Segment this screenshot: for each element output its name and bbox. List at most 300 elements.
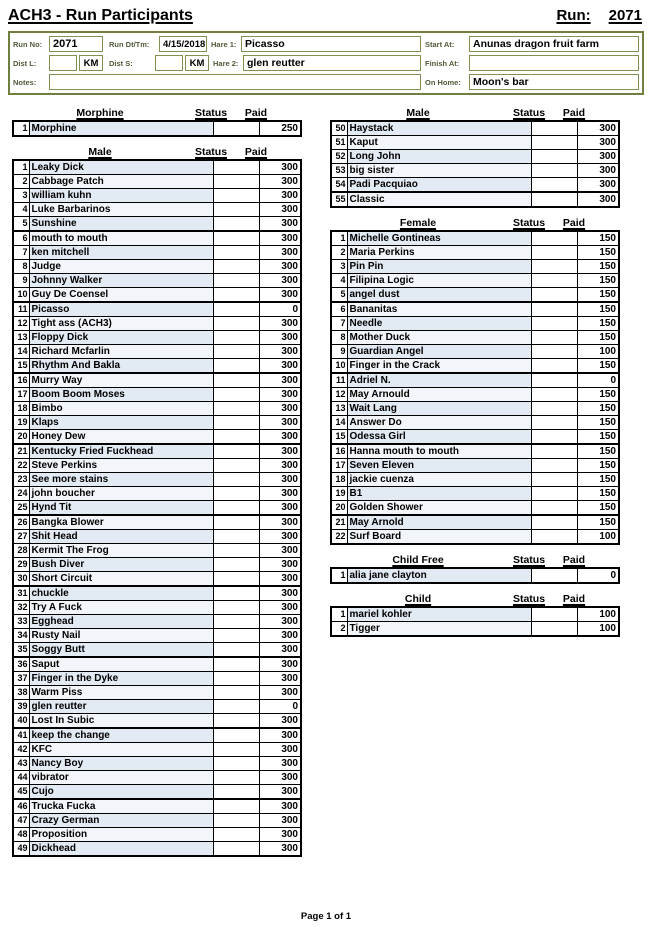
row-number: 1 bbox=[13, 160, 29, 175]
row-number: 17 bbox=[13, 388, 29, 402]
section-header bbox=[330, 589, 620, 605]
status-cell bbox=[213, 814, 259, 828]
participant-row bbox=[13, 714, 301, 729]
run-info-panel bbox=[8, 31, 644, 95]
participant-name: Dickhead bbox=[29, 842, 213, 857]
row-number: 54 bbox=[331, 178, 347, 193]
row-number: 8 bbox=[331, 331, 347, 345]
paid-cell: 100 bbox=[577, 530, 619, 545]
paid-cell: 300 bbox=[259, 842, 301, 857]
participant-row bbox=[13, 121, 301, 136]
participant-row bbox=[13, 345, 301, 359]
row-number: 40 bbox=[13, 714, 29, 729]
participant-row bbox=[13, 487, 301, 501]
participant-name: Egghead bbox=[29, 615, 213, 629]
paid-cell: 300 bbox=[259, 459, 301, 473]
paid-cell: 300 bbox=[259, 217, 301, 232]
participant-row bbox=[331, 359, 619, 374]
participant-row bbox=[13, 601, 301, 615]
row-number: 48 bbox=[13, 828, 29, 842]
participant-row bbox=[331, 416, 619, 430]
status-cell bbox=[213, 430, 259, 445]
status-cell bbox=[213, 274, 259, 288]
row-number: 6 bbox=[13, 231, 29, 246]
status-cell bbox=[531, 260, 577, 274]
status-column-header: Status bbox=[194, 107, 228, 119]
participant-name: Proposition bbox=[29, 828, 213, 842]
status-cell bbox=[531, 331, 577, 345]
participant-row bbox=[331, 246, 619, 260]
status-cell bbox=[213, 288, 259, 303]
participant-name: mouth to mouth bbox=[29, 231, 213, 246]
section-title: Male bbox=[406, 107, 430, 119]
status-cell bbox=[213, 331, 259, 345]
participant-row bbox=[13, 459, 301, 473]
row-number: 36 bbox=[13, 657, 29, 672]
row-number: 4 bbox=[331, 274, 347, 288]
participant-name: Hanna mouth to mouth bbox=[347, 444, 531, 459]
participant-row bbox=[13, 288, 301, 303]
status-cell bbox=[531, 430, 577, 445]
row-number: 22 bbox=[13, 459, 29, 473]
paid-cell: 300 bbox=[259, 260, 301, 274]
status-cell bbox=[531, 607, 577, 622]
participant-name: May Arnould bbox=[347, 388, 531, 402]
participant-name: Richard Mcfarlin bbox=[29, 345, 213, 359]
row-number: 21 bbox=[331, 515, 347, 530]
participant-row bbox=[331, 622, 619, 637]
paid-cell: 300 bbox=[259, 189, 301, 203]
participant-row bbox=[331, 402, 619, 416]
participant-row bbox=[13, 814, 301, 828]
run-label: Run: bbox=[556, 7, 591, 24]
row-number: 22 bbox=[331, 530, 347, 545]
paid-cell: 300 bbox=[259, 530, 301, 544]
run-number: 2071 bbox=[608, 7, 642, 24]
paid-cell: 300 bbox=[259, 430, 301, 445]
participant-row bbox=[13, 189, 301, 203]
status-cell bbox=[213, 402, 259, 416]
paid-cell: 300 bbox=[259, 345, 301, 359]
participant-row bbox=[331, 302, 619, 317]
participant-row bbox=[13, 743, 301, 757]
row-number: 8 bbox=[13, 260, 29, 274]
participant-name: Floppy Dick bbox=[29, 331, 213, 345]
participant-name: Guy De Coensel bbox=[29, 288, 213, 303]
participant-row bbox=[13, 402, 301, 416]
status-cell bbox=[531, 515, 577, 530]
row-number: 20 bbox=[13, 430, 29, 445]
participant-row bbox=[13, 544, 301, 558]
participant-name: Cujo bbox=[29, 785, 213, 800]
paid-cell: 300 bbox=[259, 814, 301, 828]
row-number: 12 bbox=[13, 317, 29, 331]
status-cell bbox=[213, 771, 259, 785]
participant-name: alia jane clayton bbox=[347, 568, 531, 583]
participant-name: Surf Board bbox=[347, 530, 531, 545]
status-cell bbox=[531, 136, 577, 150]
status-cell bbox=[213, 515, 259, 530]
participant-name: Saput bbox=[29, 657, 213, 672]
paid-cell: 150 bbox=[577, 246, 619, 260]
row-number: 2 bbox=[13, 175, 29, 189]
form-row-1 bbox=[13, 35, 639, 53]
form-row-3 bbox=[13, 73, 639, 91]
row-number: 29 bbox=[13, 558, 29, 572]
paid-cell: 150 bbox=[577, 459, 619, 473]
row-number: 34 bbox=[13, 629, 29, 643]
row-number: 1 bbox=[13, 121, 29, 136]
participant-name: KFC bbox=[29, 743, 213, 757]
section-morphine bbox=[12, 103, 302, 137]
row-number: 46 bbox=[13, 799, 29, 814]
status-cell bbox=[213, 444, 259, 459]
status-cell bbox=[531, 359, 577, 374]
paid-column-header: Paid bbox=[562, 554, 586, 566]
status-cell bbox=[213, 203, 259, 217]
participant-row bbox=[331, 136, 619, 150]
row-number: 4 bbox=[13, 203, 29, 217]
status-cell bbox=[213, 231, 259, 246]
participant-row bbox=[13, 444, 301, 459]
participant-name: Kermit The Frog bbox=[29, 544, 213, 558]
participant-name: B1 bbox=[347, 487, 531, 501]
participant-name: ken mitchell bbox=[29, 246, 213, 260]
run-dttm-label: Run Dt/Tm: bbox=[109, 39, 150, 49]
status-column-header: Status bbox=[512, 217, 546, 229]
participant-row bbox=[331, 501, 619, 516]
participant-row bbox=[13, 686, 301, 700]
paid-cell: 300 bbox=[259, 686, 301, 700]
section-title: Morphine bbox=[76, 107, 124, 119]
participant-name: Michelle Gontineas bbox=[347, 231, 531, 246]
status-column-header: Status bbox=[512, 107, 546, 119]
row-number: 12 bbox=[331, 388, 347, 402]
participant-name: Classic bbox=[347, 192, 531, 207]
status-cell bbox=[213, 459, 259, 473]
row-number: 20 bbox=[331, 501, 347, 516]
on-home-group bbox=[425, 74, 639, 90]
row-number: 3 bbox=[13, 189, 29, 203]
paid-cell: 300 bbox=[259, 757, 301, 771]
paid-cell: 300 bbox=[259, 359, 301, 374]
status-cell bbox=[213, 615, 259, 629]
participant-name: keep the change bbox=[29, 728, 213, 743]
section-child bbox=[330, 589, 620, 637]
paid-cell: 300 bbox=[259, 586, 301, 601]
participant-name: Klaps bbox=[29, 416, 213, 430]
participant-name: Nancy Boy bbox=[29, 757, 213, 771]
start-at-label: Start At: bbox=[425, 39, 455, 49]
paid-cell: 150 bbox=[577, 487, 619, 501]
participant-row bbox=[13, 558, 301, 572]
participant-name: Tigger bbox=[347, 622, 531, 637]
participant-name: Bangka Blower bbox=[29, 515, 213, 530]
row-number: 1 bbox=[331, 568, 347, 583]
paid-cell: 0 bbox=[259, 700, 301, 714]
row-number: 44 bbox=[13, 771, 29, 785]
notes-label: Notes: bbox=[13, 77, 37, 87]
paid-cell: 300 bbox=[577, 192, 619, 207]
left-column bbox=[12, 103, 302, 862]
row-number: 2 bbox=[331, 622, 347, 637]
paid-cell: 300 bbox=[259, 288, 301, 303]
status-cell bbox=[531, 317, 577, 331]
table-columns bbox=[0, 95, 652, 862]
section-title: Male bbox=[88, 146, 112, 158]
status-cell bbox=[213, 388, 259, 402]
status-cell bbox=[213, 175, 259, 189]
status-cell bbox=[531, 274, 577, 288]
participant-name: Kentucky Fried Fuckhead bbox=[29, 444, 213, 459]
paid-cell: 150 bbox=[577, 501, 619, 516]
paid-cell: 0 bbox=[577, 568, 619, 583]
on-home-value: Moon's bar bbox=[469, 74, 639, 90]
row-number: 7 bbox=[13, 246, 29, 260]
participant-name: Answer Do bbox=[347, 416, 531, 430]
participant-row bbox=[331, 568, 619, 583]
status-cell bbox=[531, 231, 577, 246]
participant-row bbox=[13, 643, 301, 658]
row-number: 41 bbox=[13, 728, 29, 743]
row-number: 14 bbox=[331, 416, 347, 430]
paid-cell: 300 bbox=[259, 473, 301, 487]
title-bar bbox=[0, 0, 652, 25]
status-cell bbox=[213, 757, 259, 771]
row-number: 19 bbox=[331, 487, 347, 501]
paid-cell: 300 bbox=[259, 501, 301, 516]
status-cell bbox=[531, 345, 577, 359]
paid-cell: 300 bbox=[577, 164, 619, 178]
row-number: 15 bbox=[13, 359, 29, 374]
participant-row bbox=[13, 629, 301, 643]
participant-row bbox=[13, 501, 301, 516]
section-female bbox=[330, 213, 620, 545]
run-dttm-value: 4/15/2018 bbox=[159, 36, 207, 52]
participant-row bbox=[13, 203, 301, 217]
row-number: 1 bbox=[331, 231, 347, 246]
run-header bbox=[556, 7, 642, 24]
participant-row bbox=[13, 785, 301, 800]
row-number: 5 bbox=[331, 288, 347, 303]
status-cell bbox=[531, 473, 577, 487]
section-male bbox=[12, 142, 302, 857]
participant-name: Rhythm And Bakla bbox=[29, 359, 213, 374]
row-number: 31 bbox=[13, 586, 29, 601]
hare2-value: glen reutter bbox=[243, 55, 421, 71]
participant-name: Adriel N. bbox=[347, 373, 531, 388]
finish-at-group bbox=[425, 55, 639, 71]
row-number: 2 bbox=[331, 246, 347, 260]
participant-name: Johnny Walker bbox=[29, 274, 213, 288]
participant-name: angel dust bbox=[347, 288, 531, 303]
participant-row bbox=[331, 473, 619, 487]
status-cell bbox=[213, 473, 259, 487]
paid-cell: 100 bbox=[577, 607, 619, 622]
participant-row bbox=[13, 728, 301, 743]
status-cell bbox=[213, 799, 259, 814]
paid-cell: 300 bbox=[259, 274, 301, 288]
row-number: 9 bbox=[13, 274, 29, 288]
participant-row bbox=[331, 388, 619, 402]
page-title: ACH3 - Run Participants bbox=[8, 7, 193, 24]
paid-cell: 300 bbox=[259, 373, 301, 388]
participant-row bbox=[13, 373, 301, 388]
participant-row bbox=[331, 487, 619, 501]
paid-cell: 300 bbox=[259, 743, 301, 757]
row-number: 18 bbox=[13, 402, 29, 416]
paid-cell: 300 bbox=[259, 714, 301, 729]
row-number: 26 bbox=[13, 515, 29, 530]
status-cell bbox=[213, 743, 259, 757]
row-number: 28 bbox=[13, 544, 29, 558]
participant-name: chuckle bbox=[29, 586, 213, 601]
participant-table bbox=[330, 230, 620, 545]
paid-cell: 150 bbox=[577, 473, 619, 487]
status-cell bbox=[213, 828, 259, 842]
participant-name: Golden Shower bbox=[347, 501, 531, 516]
participant-name: Seven Eleven bbox=[347, 459, 531, 473]
status-cell bbox=[531, 150, 577, 164]
participant-row bbox=[331, 430, 619, 445]
status-cell bbox=[531, 178, 577, 193]
row-number: 15 bbox=[331, 430, 347, 445]
run-no-value: 2071 bbox=[49, 36, 103, 52]
row-number: 10 bbox=[13, 288, 29, 303]
section-child-free bbox=[330, 550, 620, 584]
status-cell bbox=[531, 530, 577, 545]
status-cell bbox=[531, 192, 577, 207]
row-number: 9 bbox=[331, 345, 347, 359]
paid-column-header: Paid bbox=[562, 107, 586, 119]
participant-name: Wait Lang bbox=[347, 402, 531, 416]
status-cell bbox=[213, 530, 259, 544]
paid-cell: 150 bbox=[577, 359, 619, 374]
participant-row bbox=[13, 771, 301, 785]
participant-row bbox=[13, 217, 301, 232]
status-cell bbox=[213, 345, 259, 359]
participant-row bbox=[13, 160, 301, 175]
participant-name: Bush Diver bbox=[29, 558, 213, 572]
paid-cell: 300 bbox=[577, 136, 619, 150]
participant-name: jackie cuenza bbox=[347, 473, 531, 487]
participant-name: Kaput bbox=[347, 136, 531, 150]
participant-name: Guardian Angel bbox=[347, 345, 531, 359]
paid-cell: 150 bbox=[577, 515, 619, 530]
participant-row bbox=[331, 317, 619, 331]
row-number: 50 bbox=[331, 121, 347, 136]
dist-s-km-unit: KM bbox=[185, 55, 209, 71]
status-cell bbox=[531, 501, 577, 516]
status-cell bbox=[531, 487, 577, 501]
status-column-header: Status bbox=[512, 593, 546, 605]
paid-cell: 300 bbox=[259, 728, 301, 743]
status-cell bbox=[213, 558, 259, 572]
participant-row bbox=[331, 150, 619, 164]
status-cell bbox=[213, 728, 259, 743]
paid-cell: 300 bbox=[259, 572, 301, 587]
paid-cell: 300 bbox=[259, 487, 301, 501]
paid-cell: 150 bbox=[577, 274, 619, 288]
participant-name: Haystack bbox=[347, 121, 531, 136]
participant-row bbox=[13, 515, 301, 530]
participant-row bbox=[331, 260, 619, 274]
participant-name: big sister bbox=[347, 164, 531, 178]
status-cell bbox=[213, 302, 259, 317]
participant-name: Finger in the Crack bbox=[347, 359, 531, 374]
participant-row bbox=[331, 345, 619, 359]
participant-row bbox=[13, 175, 301, 189]
participant-row bbox=[13, 572, 301, 587]
participant-name: Maria Perkins bbox=[347, 246, 531, 260]
participant-name: Sunshine bbox=[29, 217, 213, 232]
participant-name: Crazy German bbox=[29, 814, 213, 828]
paid-column-header: Paid bbox=[244, 146, 268, 158]
paid-cell: 150 bbox=[577, 302, 619, 317]
participant-row bbox=[13, 473, 301, 487]
status-cell bbox=[531, 568, 577, 583]
row-number: 13 bbox=[13, 331, 29, 345]
row-number: 11 bbox=[331, 373, 347, 388]
participant-table bbox=[12, 159, 302, 857]
paid-cell: 250 bbox=[259, 121, 301, 136]
participant-name: vibrator bbox=[29, 771, 213, 785]
finish-at-label: Finish At: bbox=[425, 58, 460, 68]
section-title: Female bbox=[399, 217, 437, 229]
dist-l-km-unit: KM bbox=[79, 55, 103, 71]
row-number: 47 bbox=[13, 814, 29, 828]
status-cell bbox=[213, 714, 259, 729]
paid-cell: 150 bbox=[577, 317, 619, 331]
paid-cell: 300 bbox=[259, 444, 301, 459]
participant-row bbox=[13, 331, 301, 345]
row-number: 10 bbox=[331, 359, 347, 374]
paid-cell: 300 bbox=[259, 331, 301, 345]
hare1-value: Picasso bbox=[241, 36, 421, 52]
participant-row bbox=[331, 192, 619, 207]
participant-name: Filipina Logic bbox=[347, 274, 531, 288]
participant-name: Luke Barbarinos bbox=[29, 203, 213, 217]
paid-cell: 300 bbox=[259, 672, 301, 686]
participant-name: Mother Duck bbox=[347, 331, 531, 345]
paid-cell: 150 bbox=[577, 260, 619, 274]
participant-name: mariel kohler bbox=[347, 607, 531, 622]
paid-cell: 150 bbox=[577, 444, 619, 459]
participant-row bbox=[13, 799, 301, 814]
paid-cell: 300 bbox=[259, 615, 301, 629]
participant-table bbox=[330, 606, 620, 637]
paid-cell: 300 bbox=[259, 515, 301, 530]
status-cell bbox=[531, 416, 577, 430]
row-number: 25 bbox=[13, 501, 29, 516]
status-cell bbox=[213, 317, 259, 331]
row-number: 33 bbox=[13, 615, 29, 629]
paid-cell: 300 bbox=[259, 799, 301, 814]
paid-cell: 150 bbox=[577, 416, 619, 430]
row-number: 49 bbox=[13, 842, 29, 857]
section-header bbox=[330, 213, 620, 229]
row-number: 1 bbox=[331, 607, 347, 622]
section-male bbox=[330, 103, 620, 208]
row-number: 18 bbox=[331, 473, 347, 487]
status-cell bbox=[531, 402, 577, 416]
participant-name: Morphine bbox=[29, 121, 213, 136]
dist-s-label: Dist S: bbox=[109, 58, 133, 68]
paid-cell: 300 bbox=[259, 246, 301, 260]
participant-row bbox=[331, 288, 619, 303]
status-cell bbox=[213, 487, 259, 501]
status-cell bbox=[213, 643, 259, 658]
